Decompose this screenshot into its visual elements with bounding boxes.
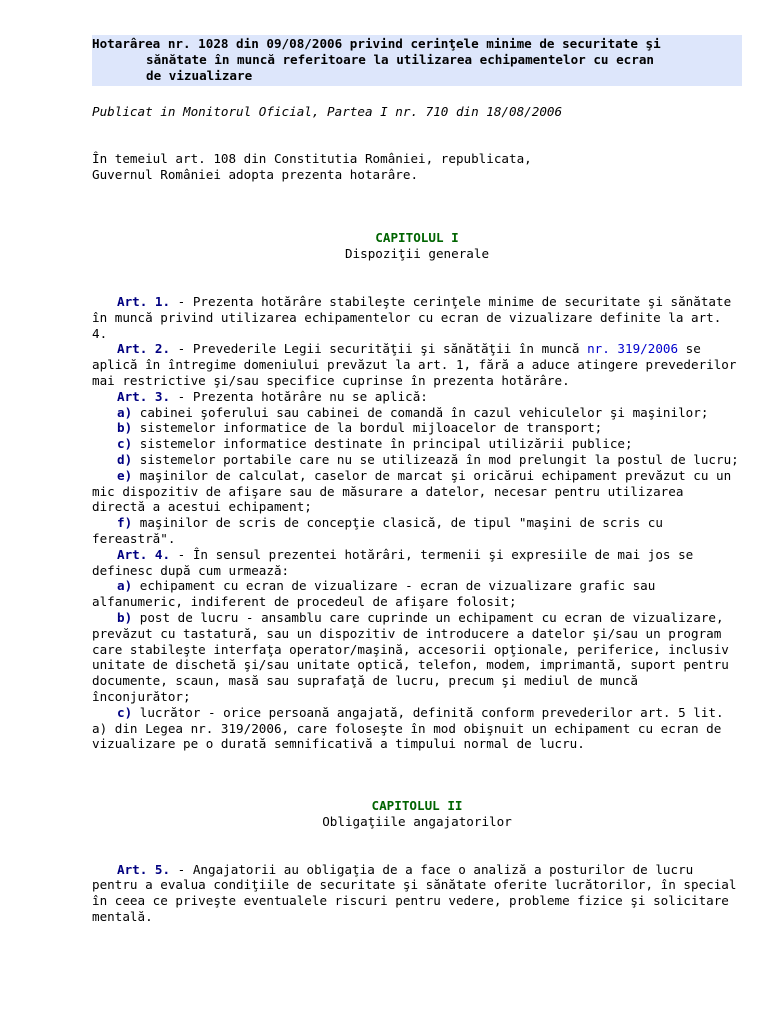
chapter-1-label: CAPITOLUL I xyxy=(375,230,459,246)
article-5-label: Art. 5. xyxy=(117,861,171,877)
article-4-item-b xyxy=(92,610,742,705)
item-letter: f) xyxy=(117,515,133,531)
chapter-2-heading xyxy=(92,798,742,830)
article-5-text: - Angajatorii au obligaţia de a face o analiză a posturilor de lucru pentru a evalua condiţiile de securitate şi sănătate oferite lucrătorilor, în special în ceea ce priveşte eventualele riscuri pentru vedere, probleme fizice şi solicitare mentală. xyxy=(92,861,737,925)
item-text: maşinilor de calculat, caselor de marcat şi oricărui echipament prevăzut cu un mic dispozitiv de afişare sau de măsurare a datelor, necesar pentru utilizarea directă a acestui echipament; xyxy=(92,467,732,515)
article-3-item-a xyxy=(92,405,742,421)
publication-note: Publicat in Monitorul Oficial, Partea I nr. 710 din 18/08/2006 xyxy=(92,104,563,119)
article-4-item-a xyxy=(92,578,742,610)
article-5 xyxy=(92,862,742,925)
item-text: sistemelor portabile care nu se utilizează în mod prelungit la postul de lucru; xyxy=(132,451,739,467)
article-2-label: Art. 2. xyxy=(117,341,171,357)
chapter-1-heading xyxy=(92,230,742,262)
document-title xyxy=(92,35,742,86)
article-3-text: - Prezenta hotărâre nu se aplică: xyxy=(170,388,428,404)
item-letter: a) xyxy=(117,578,133,594)
article-3-label: Art. 3. xyxy=(117,388,171,404)
item-text: post de lucru - ansamblu care cuprinde un echipament cu ecran de vizualizare, prevăzut cu tastatură, sau un dispozitiv de introducere a datelor şi/sau un program care stabileşte interfaţa operator/maşină, accesorii opţionale, periferice, inclusiv unitate de dischetă şi/sau unitate optică, telefon, modem, imprimantă, suport pentru documente, scaun, masă sau suprafaţă de lucru, precum şi mediul de muncă înconjurător; xyxy=(92,609,729,704)
item-letter: b) xyxy=(117,420,133,436)
item-text: maşinilor de scris de concepţie clasică, de tipul "maşini de scris cu fereastră". xyxy=(92,515,663,546)
chapter-1-subtitle: Dispoziţii generale xyxy=(344,246,490,262)
item-text: lucrător - orice persoană angajată, definită conform prevederilor art. 5 lit. a) din Legea nr. 319/2006, care foloseşte în mod obişnuit un echipament cu ecran de vizualizare pe o durată semnificativă a timpului normal de lucru. xyxy=(92,704,724,752)
article-3-item-b xyxy=(92,420,742,436)
article-4-label: Art. 4. xyxy=(117,546,171,562)
title-line-3: de vizualizare xyxy=(146,68,253,83)
article-3-item-c xyxy=(92,436,742,452)
article-2-text-before: - Prevederile Legii securităţii şi sănătăţii în muncă xyxy=(170,341,588,357)
chapter-2-subtitle: Obligaţiile angajatorilor xyxy=(322,813,512,829)
title-line-2: sănătate în muncă referitoare la utilizarea echipamentelor cu ecran xyxy=(146,52,654,67)
article-1 xyxy=(92,294,742,341)
article-3-item-f xyxy=(92,515,742,547)
article-1-text: - Prezenta hotărâre stabileşte cerinţele minime de securitate şi sănătate în muncă privind utilizarea echipamentelor cu ecran de vizualizare definite la art. 4. xyxy=(92,293,732,341)
article-2 xyxy=(92,341,742,388)
article-4-item-c xyxy=(92,705,742,752)
item-letter: e) xyxy=(117,467,133,483)
preamble xyxy=(92,151,742,183)
article-3-item-d xyxy=(92,452,742,468)
article-4-text: - În sensul prezentei hotărâri, termenii şi expresiile de mai jos se definesc după cum urmează: xyxy=(92,546,694,578)
item-letter: d) xyxy=(117,451,133,467)
article-2-text-after: se aplică în întregime domeniului prevăzut la art. 1, fără a aduce atingere prevederilor mai restrictive şi/sau specifice cuprinse în prezenta hotărâre. xyxy=(92,341,737,388)
article-4 xyxy=(92,547,742,579)
item-letter: b) xyxy=(117,609,133,625)
item-text: sistemelor informatice de la bordul mijloacelor de transport; xyxy=(132,420,603,436)
article-3-item-e xyxy=(92,468,742,515)
chapter-2-label: CAPITOLUL II xyxy=(371,798,463,814)
document xyxy=(92,35,742,925)
article-3 xyxy=(92,389,742,405)
item-letter: c) xyxy=(117,704,133,720)
law-link[interactable]: nr. 319/2006 xyxy=(587,341,679,357)
item-text: cabinei şoferului sau cabinei de comandă în cazul vehiculelor şi maşinilor; xyxy=(132,404,709,420)
item-text: echipament cu ecran de vizualizare - ecran de vizualizare grafic sau alfanumeric, indiferent de procedeul de afişare folosit; xyxy=(92,578,656,610)
item-letter: a) xyxy=(117,404,133,420)
item-text: sistemelor informatice destinate în principal utilizării publice; xyxy=(132,436,633,452)
preamble-line-2: Guvernul României adopta prezenta hotarâre. xyxy=(92,166,419,182)
preamble-line-1: În temeiul art. 108 din Constitutia României, republicata, xyxy=(92,150,532,166)
article-1-label: Art. 1. xyxy=(117,293,171,309)
item-letter: c) xyxy=(117,436,133,452)
title-line-1: Hotarârea nr. 1028 din 09/08/2006 privind cerinţele minime de securitate şi xyxy=(92,36,661,51)
